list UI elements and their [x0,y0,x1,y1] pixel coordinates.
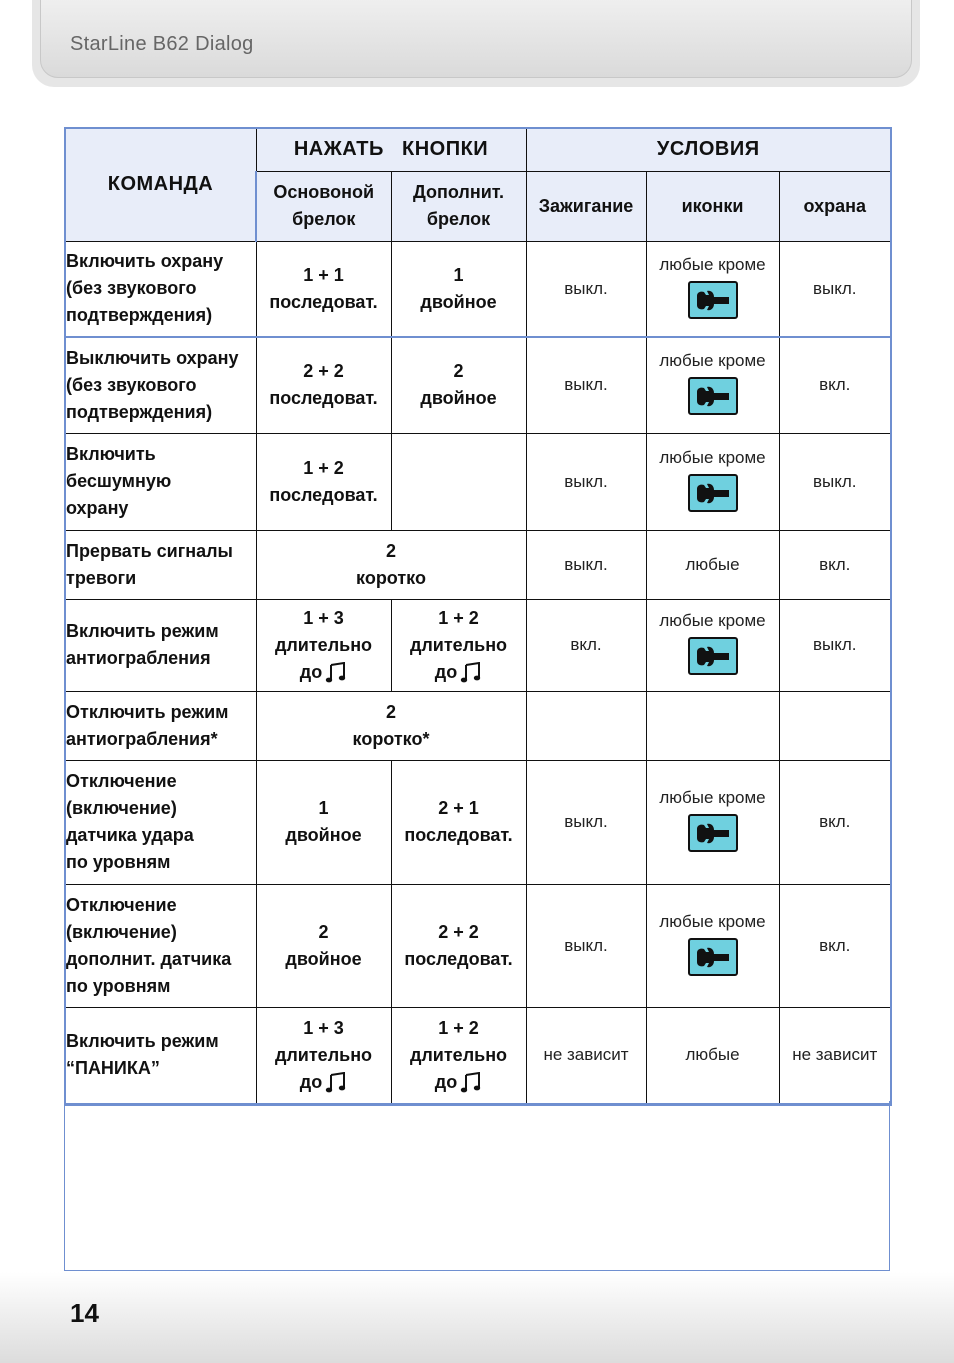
cell-line: 1 [318,798,329,818]
cell-line: коротко* [352,728,430,749]
main-fob-cell [256,884,391,1007]
cell-line: охрану [66,498,129,518]
security-cell: вкл. [779,760,891,884]
cell-line: (без звукового [66,374,197,395]
cell-line: подтверждения) [66,401,213,422]
main-fob-cell [256,760,391,884]
icons-label: любые кроме [659,351,766,371]
ignition-cell: выкл. [526,433,646,530]
header-icons: иконки [646,171,779,241]
long-beep-icon [325,662,347,684]
cell-line: до [299,661,323,682]
wrench-icon [688,281,738,319]
cell-line: “ПАНИКА” [66,1058,160,1078]
table-row [65,1007,891,1104]
cell-line: подтверждения) [66,305,213,326]
main-fob-cell [256,337,391,433]
cell-line: 2 [453,361,464,382]
cell-line: (включение) [66,798,177,818]
cell-line: 2 + 2 [303,361,344,382]
command-cell [65,760,256,884]
icons-label: любые кроме [659,788,766,807]
extra-fob-cell [391,337,526,433]
cell-line: антиограбления* [66,728,218,749]
cell-line: длительно [274,634,373,655]
command-table [64,127,892,1106]
cell-line: Отключение [66,894,177,915]
icons-cell [646,241,779,337]
cell-line: 1 + 3 [303,607,344,628]
cell-line: последоват. [269,291,378,312]
ignition-cell: вкл. [526,599,646,691]
cell-line: 1 [453,264,464,285]
security-cell: вкл. [779,530,891,599]
extra-fob-cell [391,241,526,337]
cell-line: 2 [385,540,396,561]
table-row [65,530,891,599]
header-main-fob: Основоной брелок [256,171,391,241]
command-cell [65,337,256,433]
cell-line: тревоги [66,567,137,588]
cell-line: длительно [274,1044,373,1065]
icons-cell [646,691,779,760]
cell-line: коротко [356,567,426,588]
long-beep-icon [325,1072,347,1094]
cell-line: до [299,1071,323,1092]
cell-line: 2 [318,921,329,942]
security-cell: выкл. [779,433,891,530]
security-cell: вкл. [779,337,891,433]
cell-line: последоват. [404,948,513,969]
wrench-icon [688,814,738,852]
header-conditions: УСЛОВИЯ [526,128,891,171]
icons-cell [646,884,779,1007]
cell-line: Включить режим [66,621,219,641]
header-security: охрана [779,171,891,241]
main-fob-cell [256,1007,391,1104]
icons-label: любые [685,1045,740,1064]
footer-band [0,1272,954,1363]
wrench-icon [688,938,738,976]
cell-line: Выключить охрану [66,347,239,368]
icons-label: любые кроме [659,611,766,630]
ignition-cell: выкл. [526,241,646,337]
cell-line: двойное [285,948,362,969]
cell-line: 1 + 2 [438,1017,479,1038]
document-title: StarLine B62 Dialog [70,33,254,55]
long-beep-icon [460,662,482,684]
cell-line: Прервать сигналы [66,540,233,561]
notes-frame [64,1101,890,1271]
cell-line: 2 [385,701,396,722]
cell-line: 2 + 2 [438,921,479,942]
ignition-cell [526,691,646,760]
table-row [65,337,891,433]
extra-fob-cell [391,760,526,884]
cell-line: дополнит. датчика [66,948,232,969]
icons-cell [646,599,779,691]
cell-line: 1 + 3 [303,1017,344,1038]
table-row [65,691,891,760]
cell-line: длительно [409,1044,508,1065]
cell-line: антиограбления [66,648,211,668]
buttons-merged-cell [256,691,526,760]
ignition-cell: выкл. [526,760,646,884]
table-row [65,241,891,337]
command-cell [65,241,256,337]
cell-line: Отключение [66,771,177,791]
wrench-icon [688,637,738,675]
cell-line: Включить охрану [66,251,224,272]
icons-cell [646,760,779,884]
cell-line: последоват. [404,825,513,845]
extra-fob-cell [391,433,526,530]
cell-line: Отключить режим [66,701,229,722]
icons-label: любые кроме [659,911,766,931]
icons-cell [646,433,779,530]
cell-line: до [434,661,458,682]
table-row [65,599,891,691]
wrench-icon [688,474,738,512]
command-cell [65,1007,256,1104]
command-cell [65,599,256,691]
page-number: 14 [70,1298,99,1328]
cell-line: последоват. [269,388,378,409]
cell-line: 1 + 1 [303,264,344,285]
security-cell: выкл. [779,241,891,337]
security-cell: выкл. [779,599,891,691]
extra-fob-cell [391,1007,526,1104]
cell-line: двойное [420,388,497,409]
icons-label: любые кроме [659,447,766,467]
icons-label: любые [685,554,740,574]
main-fob-cell [256,599,391,691]
security-cell: вкл. [779,884,891,1007]
header-ignition: Зажигание [526,171,646,241]
command-cell [65,691,256,760]
header-press-buttons: НАЖАТЬ КНОПКИ [256,128,526,171]
wrench-icon [688,377,738,415]
main-fob-cell [256,433,391,530]
main-fob-cell [256,241,391,337]
header-extra-fob: Дополнит. брелок [391,171,526,241]
extra-fob-cell [391,599,526,691]
cell-line: Включить режим [66,1031,219,1051]
ignition-cell: не зависит [526,1007,646,1104]
icons-cell [646,530,779,599]
security-cell [779,691,891,760]
cell-line: 1 + 2 [303,457,344,478]
table-row [65,760,891,884]
icons-cell [646,1007,779,1104]
cell-line: 1 + 2 [438,607,479,628]
cell-line: 2 + 1 [438,798,479,818]
cell-line: (без звукового [66,278,197,299]
cell-line: двойное [420,291,497,312]
cell-line: Включить [66,444,156,464]
cell-line: по уровням [66,975,171,996]
icons-label: любые кроме [659,254,766,274]
command-cell [65,433,256,530]
table-row [65,884,891,1007]
command-cell [65,530,256,599]
table-row [65,433,891,530]
cell-line: бесшумную [66,471,172,491]
buttons-merged-cell [256,530,526,599]
extra-fob-cell [391,884,526,1007]
long-beep-icon [460,1072,482,1094]
icons-cell [646,337,779,433]
cell-line: двойное [285,825,362,845]
command-cell [65,884,256,1007]
cell-line: длительно [409,634,508,655]
cell-line: датчика удара [66,825,194,845]
header-command: КОМАНДА [65,128,256,241]
cell-line: последоват. [269,484,378,505]
cell-line: до [434,1071,458,1092]
ignition-cell: выкл. [526,884,646,1007]
security-cell: не зависит [779,1007,891,1104]
ignition-cell: выкл. [526,530,646,599]
cell-line: (включение) [66,921,177,942]
cell-line: по уровням [66,852,171,872]
ignition-cell: выкл. [526,337,646,433]
